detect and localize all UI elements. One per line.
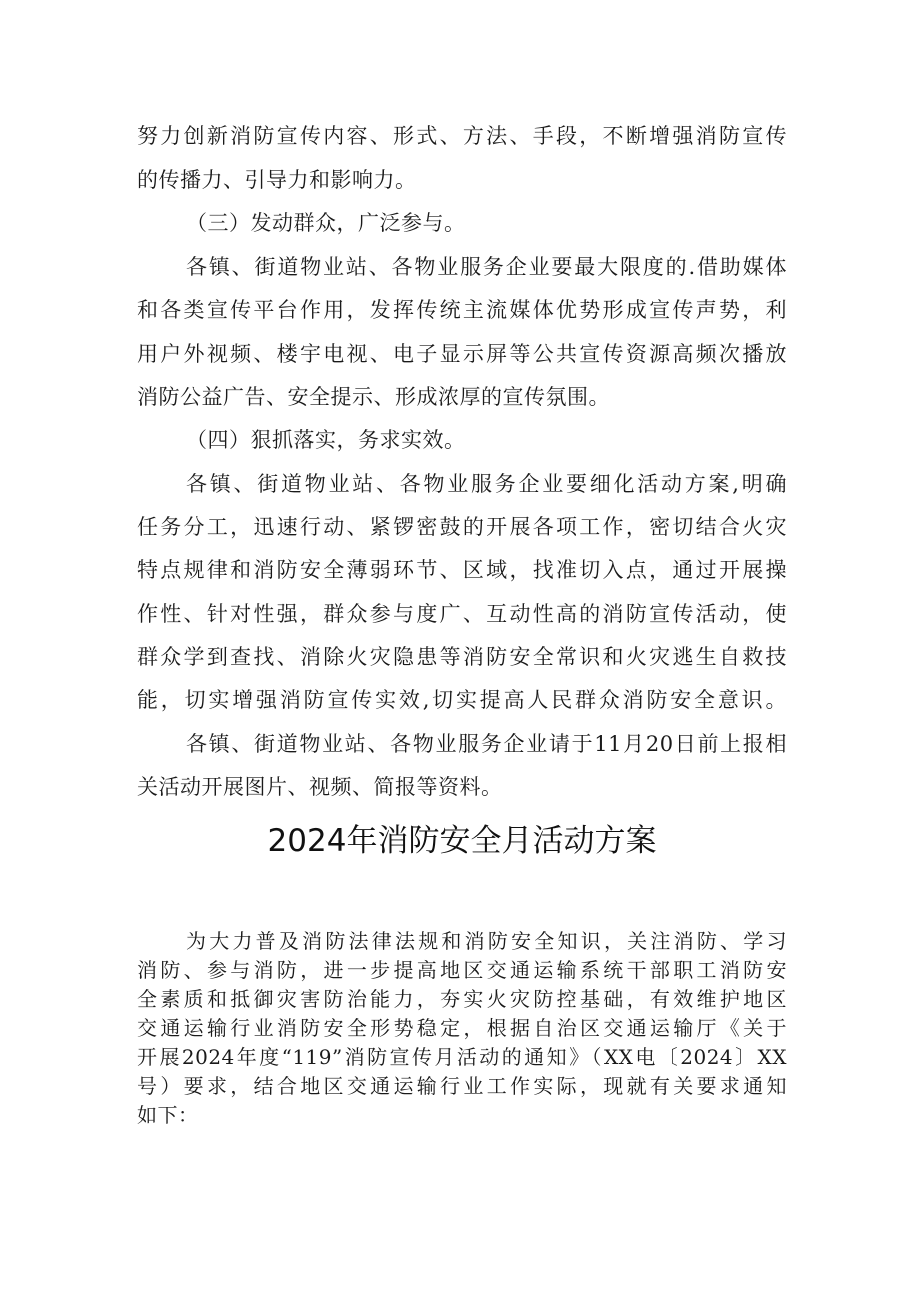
paragraph-line: 能，切实增强消防宣传实效,切实提高人民群众消防安全意识。 xyxy=(137,688,787,712)
paragraph-line: 如下： xyxy=(137,1103,199,1127)
section-heading-4: （四）狠抓落实，务求实效。 xyxy=(186,428,466,452)
paragraph-line: 各镇、街道物业站、各物业服务企业请于11月20日前上报相 xyxy=(186,732,787,756)
paragraph-line: 各镇、街道物业站、各物业服务企业要最大限度的.借助媒体 xyxy=(186,255,787,279)
paragraph-line: 为大力普及消防法律法规和消防安全知识，关注消防、学习 xyxy=(186,929,787,953)
section-heading-3: （三）发动群众，广泛参与。 xyxy=(186,211,466,235)
paragraph-line: 群众学到查找、消除火灾隐患等消防安全常识和火灾逃生自救技 xyxy=(137,645,787,669)
paragraph-line: 各镇、街道物业站、各物业服务企业要细化活动方案,明确 xyxy=(186,472,787,496)
paragraph-line: 用户外视频、楼宇电视、电子显示屏等公共宣传资源高频次播放 xyxy=(137,342,787,366)
paragraph-line: 努力创新消防宣传内容、形式、方法、手段，不断增强消防宣传 xyxy=(137,124,787,148)
paragraph-line: 关活动开展图片、视频、简报等资料。 xyxy=(137,775,503,799)
paragraph-line: 交通运输行业消防安全形势稳定，根据自治区交通运输厅《关于 xyxy=(137,1016,787,1040)
document-title: 2024年消防安全月活动方案 xyxy=(267,823,657,859)
paragraph-line: 消防公益广告、安全提示、形成浓厚的宣传氛围。 xyxy=(137,385,610,409)
paragraph-line: 特点规律和消防安全薄弱环节、区域，找准切入点，通过开展操 xyxy=(137,558,787,582)
paragraph-line: 开展2024年度“119”消防宣传月活动的通知》（XX电〔2024〕XX xyxy=(137,1045,787,1069)
paragraph-line: 消防、参与消防，进一步提高地区交通运输系统干部职工消防安 xyxy=(137,958,787,982)
paragraph-line: 和各类宣传平台作用，发挥传统主流媒体优势形成宣传声势，利 xyxy=(137,298,787,322)
paragraph-line: 全素质和抵御灾害防治能力，夯实火灾防控基础，有效维护地区 xyxy=(137,987,787,1011)
paragraph-line: 号）要求，结合地区交通运输行业工作实际，现就有关要求通知 xyxy=(137,1074,787,1098)
paragraph-line: 任务分工，迅速行动、紧锣密鼓的开展各项工作，密切结合火灾 xyxy=(137,515,787,539)
paragraph-line: 的传播力、引导力和影响力。 xyxy=(137,168,417,192)
paragraph-line: 作性、针对性强，群众参与度广、互动性高的消防宣传活动，使 xyxy=(137,602,787,626)
